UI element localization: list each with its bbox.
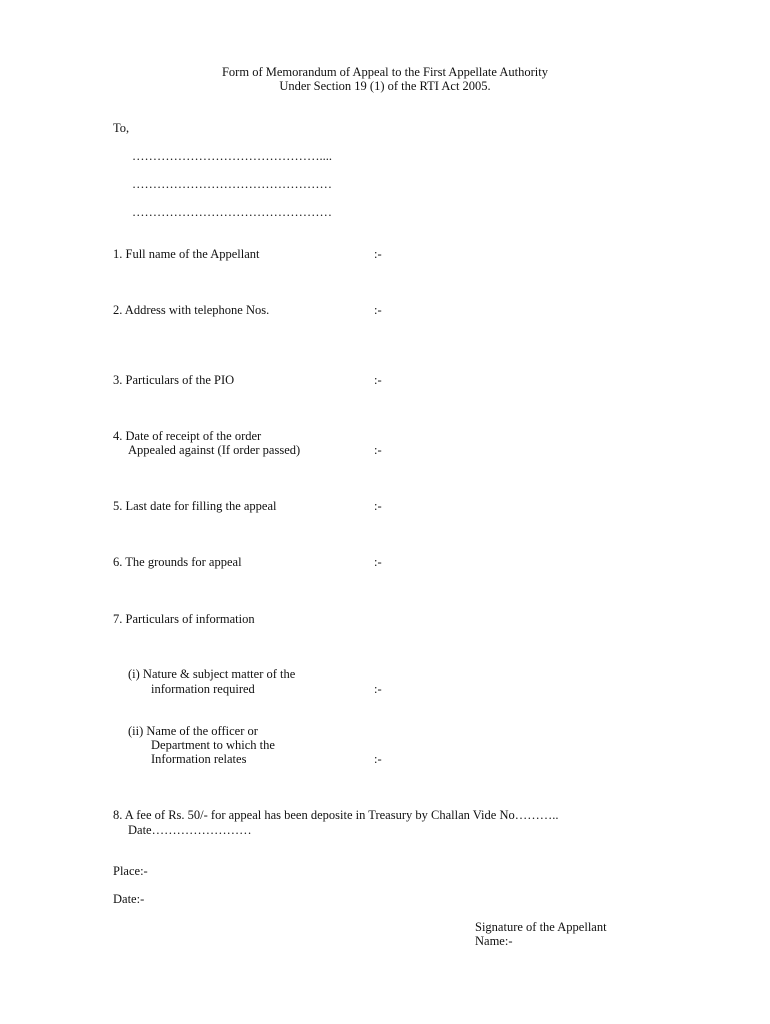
item-receipt-date-label-line-1: 4. Date of receipt of the order [113, 429, 262, 443]
item-officer-label-line-2: Department to which the [151, 738, 275, 752]
item-pio-separator: :- [374, 373, 382, 387]
item-last-date-label: 5. Last date for filling the appeal [113, 499, 277, 513]
item-receipt-date-separator: :- [374, 443, 382, 457]
signature-label: Signature of the Appellant [475, 920, 607, 934]
item-full-name-label: 1. Full name of the Appellant [113, 247, 260, 261]
item-officer-label-line-1: (ii) Name of the officer or [128, 724, 258, 738]
item-address-label: 2. Address with telephone Nos. [113, 303, 270, 317]
place-label: Place:- [113, 864, 148, 878]
date-label: Date:- [113, 892, 145, 906]
item-nature-separator: :- [374, 682, 382, 696]
item-nature-label-line-1: (i) Nature & subject matter of the [128, 667, 296, 681]
item-full-name-separator: :- [374, 247, 382, 261]
address-line-3: ………………………………………… [132, 205, 332, 219]
item-grounds-label: 6. The grounds for appeal [113, 555, 242, 569]
item-last-date-separator: :- [374, 499, 382, 513]
address-line-2: ………………………………………… [132, 177, 332, 191]
item-grounds-separator: :- [374, 555, 382, 569]
item-nature-label-line-2: information required [151, 682, 255, 696]
item-receipt-date-label-line-2: Appealed against (If order passed) [128, 443, 301, 457]
item-officer-label-line-3: Information relates [151, 752, 247, 766]
item-fee-label-line-1: 8. A fee of Rs. 50/- for appeal has been deposite in Treasury by Challan Vide No……….. [113, 808, 559, 822]
item-fee-label-line-2: Date…………………… [128, 823, 252, 837]
item-officer-separator: :- [374, 752, 382, 766]
form-title-line-2: Under Section 19 (1) of the RTI Act 2005. [279, 79, 491, 93]
form-title-line-1: Form of Memorandum of Appeal to the First Appellate Authority [221, 65, 548, 79]
item-address-separator: :- [374, 303, 382, 317]
item-particulars-label: 7. Particulars of information [113, 612, 255, 626]
name-label: Name:- [475, 934, 513, 948]
to-label: To, [113, 121, 130, 135]
address-line-1: ……………………………………….... [132, 149, 332, 163]
item-pio-label: 3. Particulars of the PIO [113, 373, 235, 387]
